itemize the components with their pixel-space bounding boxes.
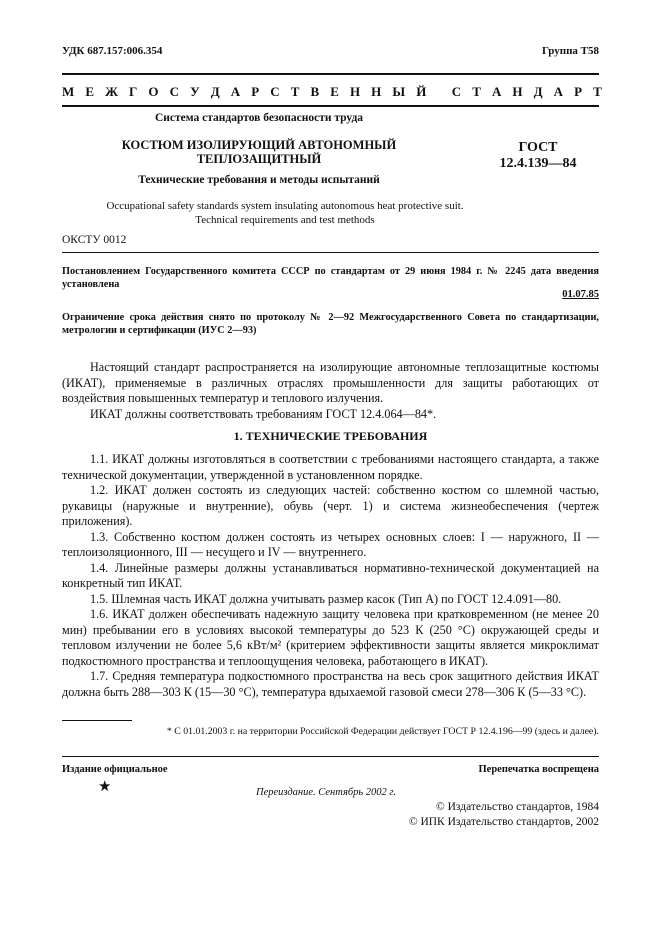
introduction-date: 01.07.85 xyxy=(562,289,599,300)
system-title: Система стандартов безопасности труда xyxy=(154,112,364,124)
requirement-item: 1.7. Средняя температура подкостюмного пространства на весь срок защитного действия ИКАТ должна быть 288—303 К (15—30 °С), температура вдыхаемой газовой смеси 278—306 К (5—33 °С). xyxy=(62,669,599,699)
banner-letter: Ж xyxy=(105,84,118,99)
restriction-text: Ограничение срока действия снято по протоколу № 2—92 Межгосударственного Совета по стандартизации, метрологии и сертификации (ИУС 2—93) xyxy=(62,312,599,336)
intro-block xyxy=(62,360,599,422)
banner-letter: Ы xyxy=(392,84,406,99)
banner-letter: Р xyxy=(251,84,260,99)
banner-title xyxy=(62,84,602,100)
requirement-item: 1.5. Шлемная часть ИКАТ должна учитывать размер касок (Тип А) по ГОСТ 12.4.091—80. xyxy=(90,591,562,606)
decree-text: Постановлением Государственного комитета СССР по стандартам от 29 июня 1984 г. № 2245 дата введения установлена xyxy=(62,266,599,290)
requirement-item: 1.3. Собственно костюм должен состоять из четырех основных слоев: I — наружного, II — теплоизоляционного, III — несущего и IV — внутреннего. xyxy=(62,529,599,559)
document-title-line1: КОСТЮМ ИЗОЛИРУЮЩИЙ АВТОНОМНЫЙ xyxy=(121,138,397,152)
banner-letter: А xyxy=(553,84,564,99)
banner-letter: С xyxy=(169,84,179,99)
footnote: * С 01.01.2003 г. на территории Российской Федерации действует ГОСТ Р 12.4.196—99 (здесь и далее). xyxy=(166,726,599,737)
copyright-block xyxy=(409,800,599,829)
gost-label: ГОСТ xyxy=(518,140,558,155)
banner-letter: Е xyxy=(85,84,95,99)
footer-rule xyxy=(62,756,599,757)
document-title xyxy=(62,138,456,166)
banner-letter: У xyxy=(190,84,200,99)
banner-letter: С xyxy=(451,84,462,99)
banner-letter: В xyxy=(310,84,320,99)
requirements-list xyxy=(62,452,599,700)
banner-letter: Р xyxy=(574,84,583,99)
banner-letter: Т xyxy=(593,84,602,99)
gost-number: 12.4.139—84 xyxy=(499,156,577,171)
copyright-1984: © Издательство стандартов, 1984 xyxy=(435,801,599,813)
requirement-item: 1.2. ИКАТ должен состоять из следующих частей: собственно костюм со шлемной частью, рукавицы (наружные и внутренние), обувь (черт. 1) и система жизнеобеспечения (чертеж приложения). xyxy=(62,483,599,528)
group-code: Группа Т58 xyxy=(541,45,599,57)
banner-letter: О xyxy=(148,84,159,99)
oksty-code: ОКСТУ 0012 xyxy=(62,234,127,246)
english-title xyxy=(62,200,508,227)
banner-letter: Г xyxy=(129,84,138,99)
document-subtitle: Технические требования и методы испытаний xyxy=(138,174,380,186)
banner-letter: Т xyxy=(472,84,481,99)
banner-rule xyxy=(62,105,599,107)
banner-letter: Д xyxy=(210,84,220,99)
intro-paragraph-2: ИКАТ должны соответствовать требованиям ГОСТ 12.4.064—84*. xyxy=(90,406,437,421)
english-title-line2: Technical requirements and test methods xyxy=(195,213,375,226)
requirement-item: 1.6. ИКАТ должен обеспечивать надежную защиту человека при кратковременном (не менее 20 мин) пребывании его в условиях высокой температуры до 523 К (250 °С) окружающей среды и тепловом излучении не более 5,6 кВт/м² (критерием эффективности защиты является микроклимат подкостюмного пространства и теплоощущения человека, работающего в ИКАТ). xyxy=(62,607,599,668)
banner-letter: Н xyxy=(371,84,382,99)
document-title-line2: ТЕПЛОЗАЩИТНЫЙ xyxy=(196,152,322,166)
reissue-note: Переиздание. Сентябрь 2002 г. xyxy=(256,787,396,798)
banner-letter: Е xyxy=(330,84,339,99)
section-heading: 1. ТЕХНИЧЕСКИЕ ТРЕБОВАНИЯ xyxy=(233,429,428,443)
footnote-rule xyxy=(62,720,132,721)
udk-code: УДК 687.157:006.354 xyxy=(62,45,163,57)
banner-letter: Н xyxy=(512,84,523,99)
banner-letter: С xyxy=(270,84,280,99)
requirement-item: 1.1. ИКАТ должны изготовляться в соответствии с требованиями настоящего стандарта, а также технической документации, утвержденной в установленном порядке. xyxy=(62,452,599,482)
banner-letter: А xyxy=(230,84,241,99)
requirement-item: 1.4. Линейные размеры должны устанавливаться нормативно-технической документацией на конкретный тип ИКАТ. xyxy=(62,560,599,590)
banner-letter: А xyxy=(491,84,502,99)
banner-letter: Й xyxy=(416,84,427,99)
banner-letter: Д xyxy=(533,84,543,99)
star-icon: ★ xyxy=(98,779,112,795)
oksty-rule xyxy=(62,252,599,253)
copyright-2002: © ИПК Издательство стандартов, 2002 xyxy=(408,815,599,828)
english-title-line1: Occupational safety standards system insulating autonomous heat protective suit. xyxy=(106,200,464,212)
banner-letter: Т xyxy=(290,84,300,99)
banner-gap xyxy=(437,84,440,100)
top-rule xyxy=(62,73,599,75)
intro-paragraph-1: Настоящий стандарт распространяется на изолирующие автономные теплозащитные костюмы (ИКАТ), применяемые в различных отраслях промышленности для защиты работающих от воздействия повышенных температур и теплового излучения. xyxy=(62,360,599,405)
banner-letter: М xyxy=(62,84,75,99)
reprint-ban: Перепечатка воспрещена xyxy=(478,764,599,775)
official-edition: Издание официальное xyxy=(62,764,168,775)
banner-letter: Н xyxy=(349,84,361,99)
gost-block xyxy=(478,140,598,172)
